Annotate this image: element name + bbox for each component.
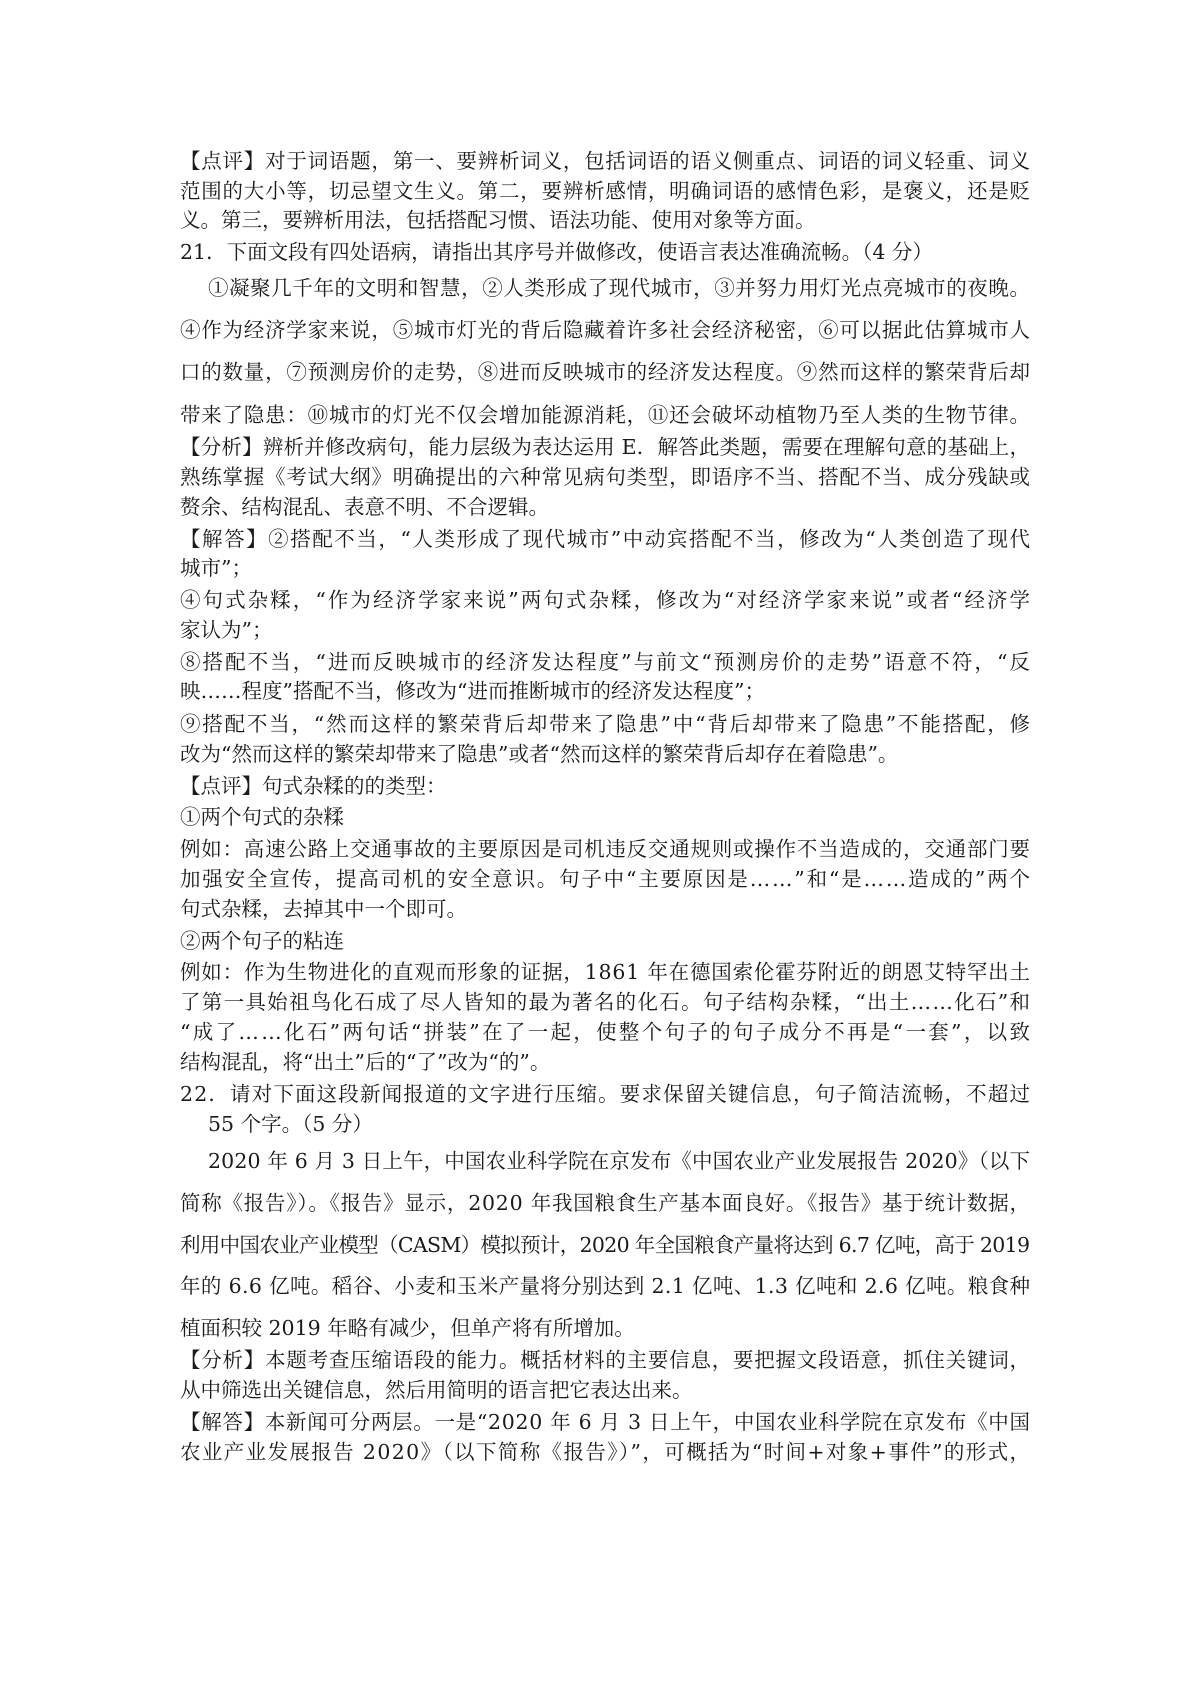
- text-line: 改为“然而这样的繁荣却带来了隐患”或者“然而这样的繁荣背后却存在着隐患”。: [180, 742, 899, 766]
- text-line: 【分析】辨析并修改病句，能力层级为表达运用 E．解答此类题，需要在理解句意的基础上，: [180, 435, 1031, 459]
- text-line: 赘余、结构混乱、表意不明、不合逻辑。: [180, 495, 549, 519]
- text-line: 口的数量，⑦预测房价的走势，⑧进而反映城市的经济发达程度。⑨然而这样的繁荣背后却: [180, 360, 1031, 384]
- text-line: ②两个句子的粘连: [180, 929, 344, 953]
- text-line: 结构混乱，将“出土”后的“了”改为“的”。: [180, 1050, 551, 1074]
- text-line: 范围的大小等，切忌望文生义。第二，要辨析感情，明确词语的感情色彩，是褒义，还是贬: [180, 179, 1031, 203]
- text-line: 例如：高速公路上交通事故的主要原因是司机违反交通规则或操作不当造成的，交通部门要: [180, 837, 1031, 861]
- text-line: 利用中国农业产业模型（CASM）模拟预计，2020 年全国粮食产量将达到 6.7 亿吨，高于 2019: [180, 1233, 1030, 1257]
- text-line: ①凝聚几千年的文明和智慧，②人类形成了现代城市，③并努力用灯光点亮城市的夜晚。: [208, 276, 1031, 300]
- text-line: ⑨搭配不当，“然而这样的繁荣背后却带来了隐患”中“背后却带来了隐患”不能搭配，修: [180, 712, 1032, 736]
- text-line: ④句式杂糅，“作为经济学家来说”两句式杂糅，修改为“对经济学家来说”或者“经济学: [180, 588, 1033, 612]
- text-line: 熟练掌握《考试大纲》明确提出的六种常见病句类型，即语序不当、搭配不当、成分残缺或: [180, 465, 1031, 489]
- text-line: 【分析】本题考查压缩语段的能力。概括材料的主要信息，要把握文段语意，抓住关键词，: [180, 1348, 1031, 1372]
- text-line: 句式杂糅，去掉其中一个即可。: [180, 897, 467, 921]
- text-line: ④作为经济学家来说，⑤城市灯光的背后隐藏着许多社会经济秘密，⑥可以据此估算城市人: [180, 318, 1031, 342]
- text-line: 了第一具始祖鸟化石成了尽人皆知的最为著名的化石。句子结构杂糅，“出土……化石”和: [180, 990, 1032, 1014]
- text-line: ①两个句式的杂糅: [180, 805, 344, 829]
- text-line: 义。第三，要辨析用法，包括搭配习惯、语法功能、使用对象等方面。: [180, 208, 816, 232]
- text-line: 例如：作为生物进化的直观而形象的证据，1861 年在德国索伦霍芬附近的朗恩艾特罕出土: [180, 960, 1031, 984]
- text-line: ⑧搭配不当，“进而反映城市的经济发达程度”与前文“预测房价的走势”语意不符，“反: [180, 650, 1033, 674]
- text-line: 从中筛选出关键信息，然后用简明的语言把它表达出来。: [180, 1378, 693, 1402]
- text-line: 【点评】句式杂糅的的类型：: [180, 774, 447, 798]
- text-line: 城市”；: [180, 556, 252, 580]
- text-line: 22．请对下面这段新闻报道的文字进行压缩。要求保留关键信息，句子简洁流畅，不超过: [180, 1082, 1032, 1106]
- text-line: 简称《报告》）。《报告》显示，2020 年我国粮食生产基本面良好。《报告》基于统计数据，: [180, 1191, 1031, 1215]
- text-line: 映……程度”搭配不当，修改为“进而推断城市的经济发达程度”；: [180, 679, 765, 703]
- text-line: 55 个字。（5 分）: [208, 1112, 373, 1136]
- text-line: 加强安全宣传，提高司机的安全意识。句子中“主要原因是……”和“是……造成的”两个: [180, 867, 1032, 891]
- text-line: 21．下面文段有四处语病，请指出其序号并做修改，使语言表达准确流畅。（4 分）: [180, 240, 933, 264]
- text-line: 【解答】②搭配不当，“人类形成了现代城市”中动宾搭配不当，修改为“人类创造了现代: [180, 527, 1032, 551]
- text-line: 【解答】本新闻可分两层。一是“2020 年 6 月 3 日上午，中国农业科学院在京发布《中国: [180, 1410, 1031, 1434]
- text-line: 农业产业发展报告 2020》（以下简称《报告》）”，可概括为“时间+对象+事件”的形式，: [180, 1440, 1032, 1464]
- text-line: “成了……化石”两句话“拼装”在了一起，使整个句子的句子成分不再是“一套”，以致: [180, 1020, 1033, 1044]
- text-line: 【点评】对于词语题，第一、要辨析词义，包括词语的语义侧重点、词语的词义轻重、词义: [180, 149, 1031, 173]
- text-line: 2020 年 6 月 3 日上午，中国农业科学院在京发布《中国农业产业发展报告 2020》（以下: [208, 1149, 1031, 1173]
- text-line: 带来了隐患：⑩城市的灯光不仅会增加能源消耗，⑪还会破坏动植物乃至人类的生物节律。: [180, 403, 1031, 427]
- text-line: 植面积较 2019 年略有减少，但单产将有所增加。: [180, 1316, 635, 1340]
- text-line: 家认为”；: [180, 618, 273, 642]
- text-line: 年的 6.6 亿吨。稻谷、小麦和玉米产量将分别达到 2.1 亿吨、1.3 亿吨和 2.6 亿吨。粮食种: [180, 1274, 1031, 1298]
